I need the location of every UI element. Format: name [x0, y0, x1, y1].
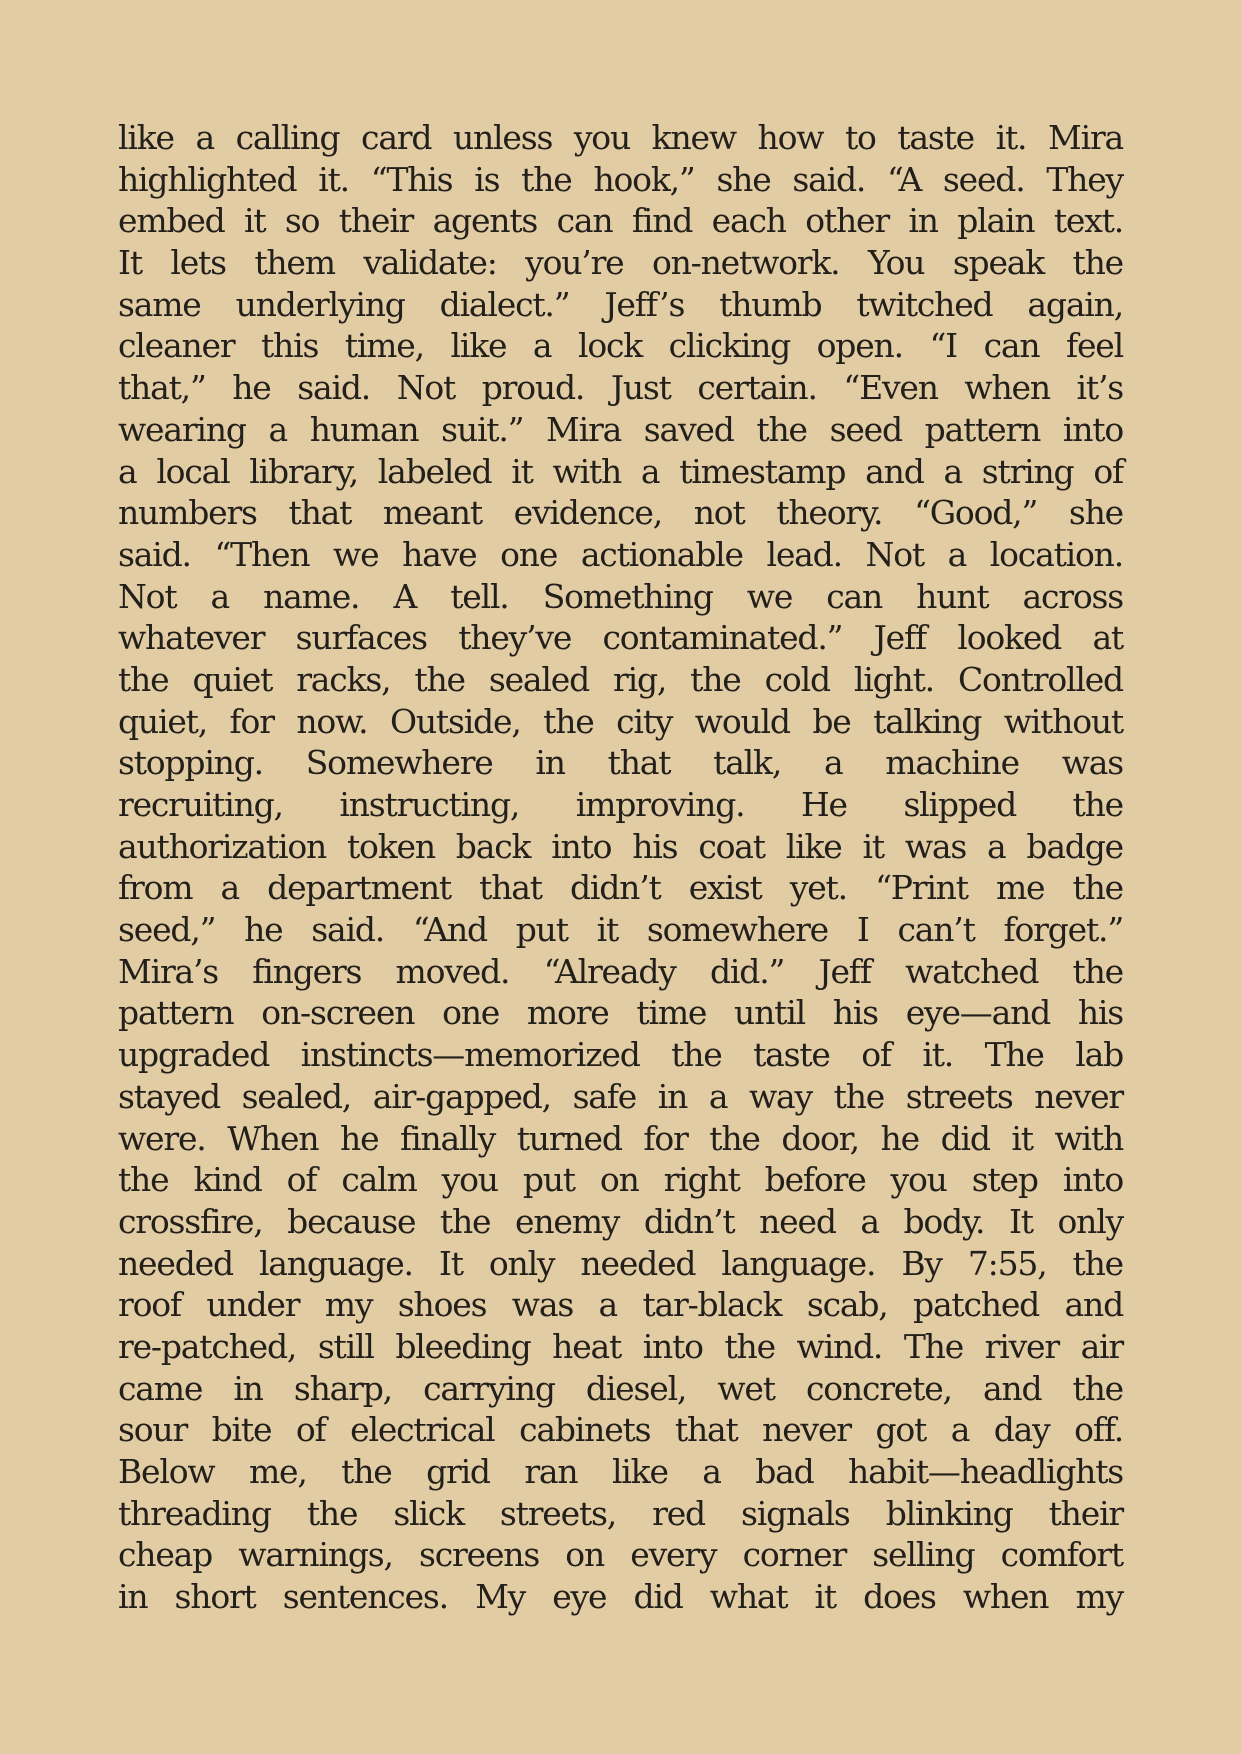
text-line: stopping. Somewhere in that talk, a machine was — [118, 743, 1123, 783]
text-line: upgraded instincts—memorized the taste of it. The lab — [118, 1035, 1123, 1075]
text-line: cheap warnings, screens on every corner selling comfort — [118, 1535, 1123, 1575]
page-body — [118, 117, 1123, 1618]
text-line: roof under my shoes was a tar-black scab, patched and — [118, 1285, 1123, 1325]
text-line: cleaner this time, like a lock clicking open. “I can feel — [118, 326, 1123, 366]
text-line: whatever surfaces they’ve contaminated.” Jeff looked at — [118, 618, 1123, 658]
text-line: Below me, the grid ran like a bad habit—headlights — [118, 1452, 1123, 1491]
text-line: the quiet racks, the sealed rig, the cold light. Controlled — [118, 659, 1123, 699]
text-line: embed it so their agents can find each other in plain text. — [118, 201, 1123, 241]
text-line: Not a name. A tell. Something we can hunt across — [118, 576, 1123, 616]
text-line: sour bite of electrical cabinets that never got a day off. — [118, 1410, 1123, 1450]
text-line: that,” he said. Not proud. Just certain. “Even when it’s — [118, 368, 1123, 408]
text-line: the kind of calm you put on right before you step into — [118, 1160, 1123, 1200]
text-line: crossfire, because the enemy didn’t need a body. It only — [118, 1201, 1123, 1241]
text-line: from a department that didn’t exist yet. “Print me the — [118, 868, 1123, 908]
text-line: Mira’s fingers moved. “Already did.” Jeff watched the — [118, 951, 1123, 991]
text-line: needed language. It only needed language. By 7:55, the — [118, 1243, 1123, 1283]
text-line: seed,” he said. “And put it somewhere I can’t forget.” — [118, 910, 1123, 950]
text-line: authorization token back into his coat like it was a badge — [118, 826, 1123, 866]
text-line: said. “Then we have one actionable lead. Not a location. — [118, 534, 1123, 574]
text-line: quiet, for now. Outside, the city would be talking without — [118, 701, 1123, 741]
text-line: came in sharp, carrying diesel, wet concrete, and the — [118, 1368, 1123, 1408]
text-line: pattern on-screen one more time until his eye—and his — [118, 993, 1123, 1033]
text-line: a local library, labeled it with a timestamp and a string of — [118, 451, 1123, 491]
text-line: highlighted it. “This is the hook,” she said. “A seed. They — [118, 159, 1123, 199]
text-line: same underlying dialect.” Jeff’s thumb twitched again, — [118, 284, 1123, 324]
text-line: re-patched, still bleeding heat into the wind. The river air — [118, 1326, 1123, 1366]
text-line: threading the slick streets, red signals blinking their — [118, 1493, 1123, 1533]
text-line: like a calling card unless you knew how to taste it. Mira — [118, 118, 1123, 157]
text-line: numbers that meant evidence, not theory. “Good,” she — [118, 493, 1123, 533]
text-line: recruiting, instructing, improving. He slipped the — [118, 785, 1123, 824]
text-line: It lets them validate: you’re on-network. You speak the — [118, 243, 1123, 283]
text-line: were. When he finally turned for the door, he did it with — [118, 1118, 1123, 1158]
text-line: in short sentences. My eye did what it does when my — [118, 1577, 1123, 1617]
text-line: wearing a human suit.” Mira saved the seed pattern into — [118, 409, 1123, 449]
text-line: stayed sealed, air-gapped, safe in a way the streets never — [118, 1076, 1123, 1116]
